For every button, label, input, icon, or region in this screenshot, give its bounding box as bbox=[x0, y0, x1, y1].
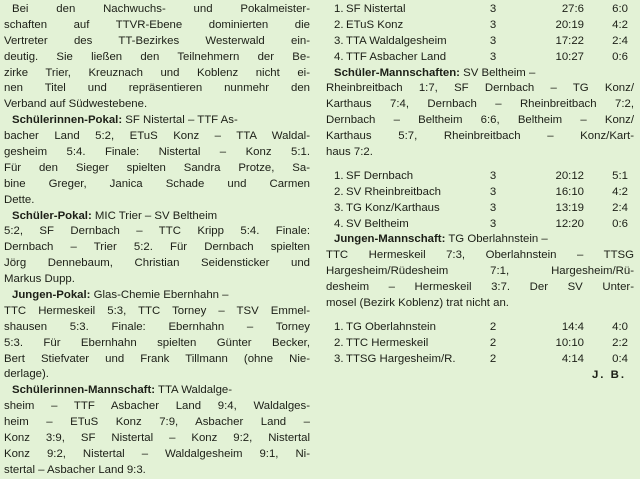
points-cell: 0:4 bbox=[612, 352, 628, 365]
score-cell: 16:10 bbox=[555, 185, 584, 198]
text-line: deutig. Sie ließen den Teilnehmern der Be- bbox=[4, 50, 310, 63]
team-cell: SV Rheinbreitbach bbox=[346, 185, 441, 198]
text-line: Hargesheim/Rüdesheim 7:1, Hargesheim/Rü- bbox=[326, 265, 634, 278]
section-heading: Jungen-Pokal: bbox=[12, 289, 91, 302]
rank-cell: 1. bbox=[334, 3, 344, 15]
score-cell: 20:12 bbox=[555, 169, 584, 182]
games-cell: 3 bbox=[489, 3, 497, 15]
rank-cell: 4. bbox=[334, 217, 344, 230]
text-line: TTC Hermeskeil 7:3, Oberlahnstein – TTSG bbox=[326, 249, 634, 262]
schuelerinnen-mannschaft-paragraph bbox=[4, 383, 310, 478]
team-cell: TTA Waldalgesheim bbox=[346, 34, 447, 47]
text-line: Für den Sieger spielten Sandra Protze, Sa- bbox=[4, 161, 310, 174]
score-cell: 13:19 bbox=[555, 201, 584, 214]
games-cell: 3 bbox=[489, 18, 497, 31]
team-cell: ETuS Konz bbox=[346, 18, 404, 31]
text-line: zirke Trier, Kreuznach und Koblenz nicht ei- bbox=[4, 66, 310, 79]
text-line: derlage). bbox=[4, 368, 49, 381]
text-line: Karthaus 5:7, Rheinbreitbach – Konz/Kart- bbox=[326, 130, 634, 143]
text-line: Verband auf Südwestebene. bbox=[4, 98, 148, 111]
section-heading: Schüler-Mannschaften: bbox=[334, 66, 460, 79]
text-line: Vertreter des TT-Bezirkes Westerwald ein- bbox=[4, 34, 310, 47]
games-cell: 3 bbox=[489, 201, 497, 214]
text-line: Konz 3:9, SF Nistertal – Konz 9:2, Nistertal bbox=[4, 432, 310, 445]
text-line: nen Titel und repräsentieren nunmehr den bbox=[4, 82, 310, 95]
points-cell: 2:4 bbox=[612, 201, 628, 214]
text-line: haus 7:2. bbox=[326, 146, 373, 159]
text-line: bine Greger, Janica Schade und Carmen bbox=[4, 177, 310, 190]
table-row bbox=[326, 201, 634, 217]
rank-cell: 3. bbox=[334, 352, 344, 365]
author-signature: J. B. bbox=[591, 368, 626, 381]
text-line: TG Oberlahnstein – bbox=[445, 233, 548, 246]
team-cell: SF Nistertal bbox=[346, 3, 406, 15]
jungen-pokal-paragraph bbox=[4, 288, 310, 383]
text-line: Jörg Dennebaum, Christian Seidensticker und bbox=[4, 257, 310, 270]
rank-cell: 4. bbox=[334, 50, 344, 63]
schuelerinnen-pokal-paragraph bbox=[4, 113, 310, 208]
games-cell: 3 bbox=[489, 169, 497, 182]
rank-cell: 3. bbox=[334, 201, 344, 214]
team-cell: TG Konz/Karthaus bbox=[346, 201, 440, 214]
team-cell: SF Dernbach bbox=[346, 169, 414, 182]
text-line: Markus Dupp. bbox=[4, 273, 75, 286]
section-heading: Jungen-Mannschaft: bbox=[334, 233, 446, 246]
text-line: sheim – TTF Asbacher Land 9:4, Waldalges- bbox=[4, 400, 310, 413]
text-line: shausen 5:3. Finale: Ebernhahn – Torney bbox=[4, 320, 310, 333]
rank-cell: 2. bbox=[334, 336, 344, 349]
rank-cell: 3. bbox=[334, 34, 344, 47]
table-row bbox=[326, 185, 634, 201]
score-cell: 4:14 bbox=[561, 352, 584, 365]
jungen-mannschaft-paragraph bbox=[326, 232, 634, 311]
text-line: Glas-Chemie Ebernhahn – bbox=[90, 289, 229, 302]
score-cell: 17:22 bbox=[555, 34, 584, 47]
games-cell: 3 bbox=[489, 217, 497, 230]
text-line: 5:3. Für Ebernhahn spielten Günter Becker, bbox=[4, 336, 310, 349]
text-line: Bei den Nachwuchs- und Pokalmeister- bbox=[12, 3, 310, 15]
games-cell: 3 bbox=[489, 50, 497, 63]
section-heading: Schülerinnen-Mannschaft: bbox=[12, 384, 156, 397]
points-cell: 0:6 bbox=[612, 50, 628, 63]
score-cell: 12:20 bbox=[555, 217, 584, 230]
text-line: SF Nistertal – TTF As- bbox=[122, 114, 238, 127]
team-cell: TTSG Hargesheim/R. bbox=[346, 352, 456, 365]
games-cell: 3 bbox=[489, 185, 497, 198]
score-cell: 27:6 bbox=[561, 3, 584, 15]
section-heading: Schülerinnen-Pokal: bbox=[12, 114, 123, 127]
text-line: MIC Trier – SV Beltheim bbox=[91, 209, 218, 222]
table-row bbox=[326, 320, 634, 336]
rank-cell: 1. bbox=[334, 320, 344, 333]
text-line: heim – ETuS Konz 7:9, Asbacher Land – bbox=[4, 416, 310, 429]
text-line: TTA Waldalge- bbox=[155, 384, 233, 397]
points-cell: 4:2 bbox=[612, 18, 628, 31]
standings-table-jungen bbox=[326, 320, 634, 368]
games-cell: 2 bbox=[489, 336, 497, 349]
points-cell: 0:6 bbox=[612, 217, 628, 230]
text-line: Bert Stiefvater und Frank Tillmann (ohne Nie- bbox=[4, 352, 310, 365]
table-row bbox=[326, 217, 634, 233]
text-line: Konz 9:2, Nistertal – Waldalgesheim 9:1, Ni- bbox=[4, 447, 310, 460]
points-cell: 5:1 bbox=[612, 169, 628, 182]
schueler-mannschaften-paragraph bbox=[326, 66, 634, 161]
intro-paragraph bbox=[4, 2, 310, 113]
table-row bbox=[326, 50, 634, 66]
rank-cell: 2. bbox=[334, 185, 344, 198]
text-line: bacher Land 5:2, ETuS Konz – TTA Waldal- bbox=[4, 130, 310, 143]
table-row bbox=[326, 336, 634, 352]
text-line: Dernbach – Trier 5:2. Für Dernbach spielten bbox=[4, 241, 310, 254]
points-cell: 4:0 bbox=[612, 320, 628, 333]
text-line: Rheinbreitbach 1:7, SF Dernbach – TG Konz/ bbox=[326, 82, 634, 95]
games-cell: 3 bbox=[489, 34, 497, 47]
text-line: schaften auf TTVR-Ebene dominierten die bbox=[4, 18, 310, 31]
table-row bbox=[326, 34, 634, 50]
table-row bbox=[326, 18, 634, 34]
games-cell: 2 bbox=[489, 352, 497, 365]
text-line: gesheim 5:4. Finale: Nistertal – Konz 5:1. bbox=[4, 146, 310, 159]
text-line: stertal – Asbacher Land 9:3. bbox=[4, 463, 146, 476]
points-cell: 2:2 bbox=[612, 336, 628, 349]
team-cell: SV Beltheim bbox=[346, 217, 409, 230]
text-line: TTC Hermeskeil 5:3, TTC Torney – TSV Emmel- bbox=[4, 304, 310, 317]
score-cell: 10:27 bbox=[555, 50, 584, 63]
points-cell: 2:4 bbox=[612, 34, 628, 47]
right-column bbox=[326, 2, 634, 383]
rank-cell: 2. bbox=[334, 18, 344, 31]
table-row bbox=[326, 2, 634, 18]
score-cell: 10:10 bbox=[555, 336, 584, 349]
score-cell: 14:4 bbox=[561, 320, 584, 333]
text-line: Karthaus 7:4, Dernbach – Rheinbreitbach 7:2, bbox=[326, 98, 634, 111]
text-line: 5:2, SF Dernbach – TTC Kripp 5:4. Finale: bbox=[4, 225, 310, 238]
text-line: desheim – Hermeskeil 3:7. Der SV Unter- bbox=[326, 281, 634, 294]
table-row bbox=[326, 352, 634, 368]
team-cell: TTC Hermeskeil bbox=[346, 336, 429, 349]
games-cell: 2 bbox=[489, 320, 497, 333]
rank-cell: 1. bbox=[334, 169, 344, 182]
points-cell: 4:2 bbox=[612, 185, 628, 198]
text-line: mosel (Bezirk Koblenz) trat nicht an. bbox=[326, 297, 509, 310]
section-heading: Schüler-Pokal: bbox=[12, 209, 92, 222]
text-line: Dernbach – Beltheim 6:6, Beltheim – Konz/ bbox=[326, 114, 634, 127]
team-cell: TTF Asbacher Land bbox=[346, 50, 447, 63]
standings-table-schueler bbox=[326, 169, 634, 233]
schueler-pokal-paragraph bbox=[4, 209, 310, 288]
team-cell: TG Oberlahnstein bbox=[346, 320, 436, 333]
score-cell: 20:19 bbox=[555, 18, 584, 31]
standings-table-schuelerinnen bbox=[326, 2, 634, 66]
text-line: Dette. bbox=[4, 193, 35, 206]
text-line: SV Beltheim – bbox=[459, 66, 536, 79]
points-cell: 6:0 bbox=[612, 3, 628, 15]
table-row bbox=[326, 169, 634, 185]
left-column bbox=[4, 2, 310, 479]
